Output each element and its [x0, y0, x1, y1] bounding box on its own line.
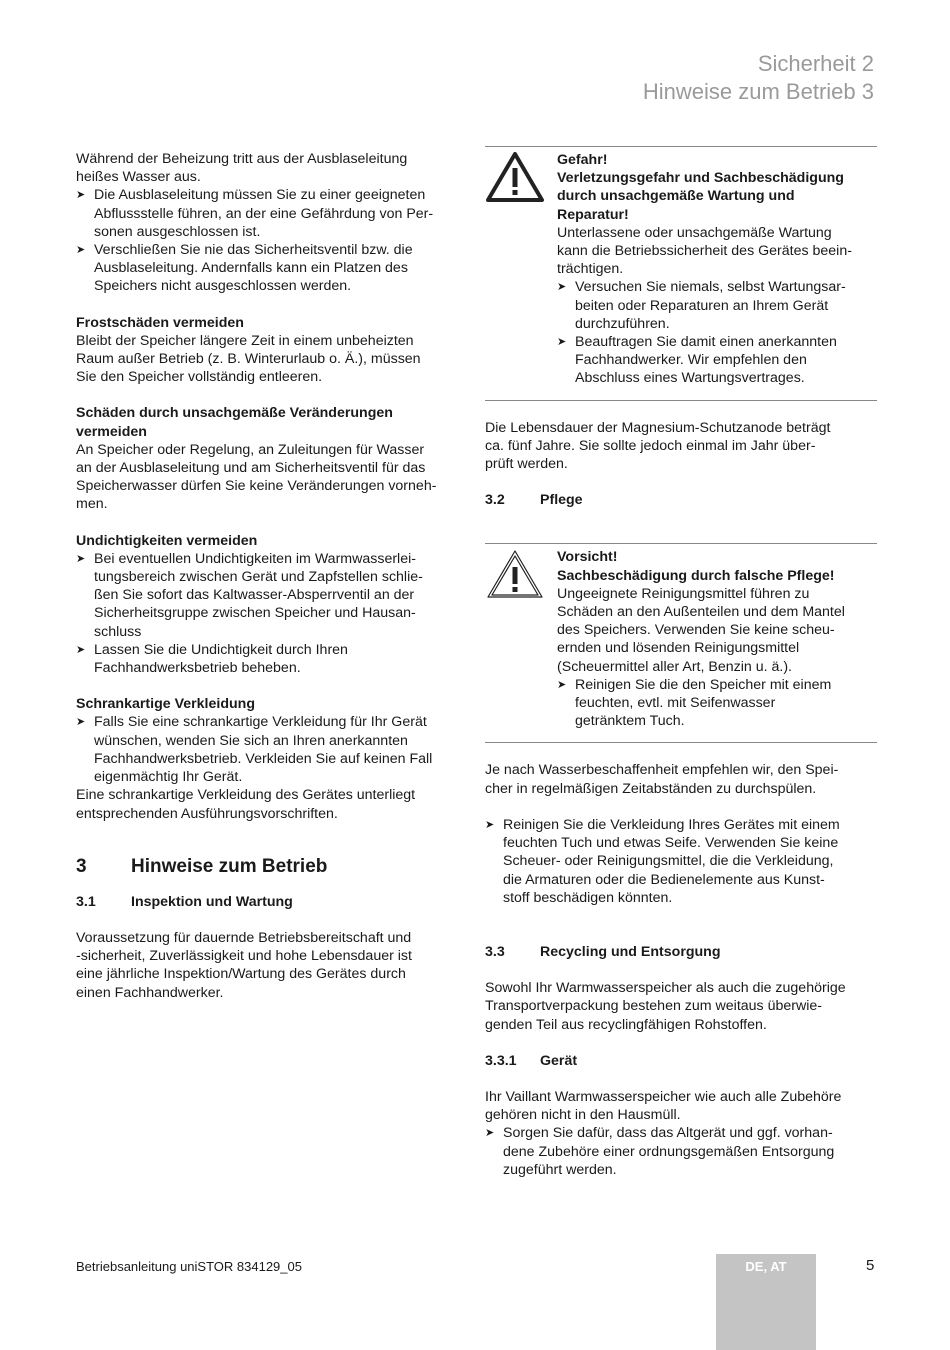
text-line: Reinigen Sie die Verkleidung Ihres Gerätes mit einem — [503, 816, 840, 833]
arrow-bullet-icon: ➤ — [76, 244, 86, 257]
bullet-item — [485, 1124, 877, 1179]
text-line: beiten oder Reparaturen an Ihrem Gerät — [575, 297, 829, 314]
care-bullets — [485, 816, 877, 907]
danger-box — [485, 146, 877, 401]
text-line: sonen ausgeschlossen ist. — [94, 223, 261, 240]
section-title: Gerät — [540, 1052, 578, 1069]
caution-heading — [557, 546, 877, 584]
text-line: an der Ausblaseleitung und am Sicherheitsventil für das — [76, 460, 426, 477]
arrow-bullet-icon: ➤ — [76, 189, 86, 202]
text-line: Speicherwasser dürfen Sie keine Veränderungen vorneh- — [76, 478, 437, 495]
text-line: die Armaturen oder die Bedienelemente aus Kunst- — [503, 871, 825, 888]
frost-heading: Frostschäden vermeiden — [76, 314, 244, 331]
text-line: Eine schrankartige Verkleidung des Gerätes unterliegt — [76, 787, 416, 804]
bullet-item — [557, 333, 877, 388]
section-3-2-heading — [485, 491, 877, 509]
text-line: genden Teil aus recyclingfähigen Rohstoffen. — [485, 1016, 767, 1033]
text-line: zugeführt werden. — [503, 1161, 617, 1178]
arrow-bullet-icon: ➤ — [557, 336, 567, 349]
text-line: wünschen, wenden Sie sich an Ihren anerkannten — [94, 732, 408, 749]
bullet-item — [76, 186, 468, 241]
text-line: (Scheuermittel aller Art, Benzin u. ä.). — [557, 658, 792, 675]
text-line: Je nach Wasserbeschaffenheit empfehlen wir, den Spei- — [485, 762, 839, 779]
text-line: ernden und lösenden Reinigungsmittel — [557, 640, 800, 657]
arrow-bullet-icon: ➤ — [76, 552, 86, 565]
arrow-bullet-icon: ➤ — [557, 281, 567, 294]
cabinet-bullets — [76, 713, 468, 786]
text-line: Voraussetzung für dauernde Betriebsbereitschaft und — [76, 929, 412, 946]
danger-text — [557, 224, 877, 279]
text-line: des Speichers. Verwenden Sie keine scheu- — [557, 622, 835, 639]
changes-heading — [76, 404, 468, 440]
bullet-item — [557, 278, 877, 333]
caution-text — [557, 585, 877, 676]
text-line: feuchten Tuch und etwas Seife. Verwenden Sie keine — [503, 835, 839, 852]
text-line: Sachbeschädigung durch falsche Pflege! — [557, 567, 835, 584]
intro-bullets — [76, 186, 468, 295]
section-3-heading — [76, 855, 468, 879]
left-column — [76, 150, 468, 1002]
text-line: ßen Sie sofort das Kaltwasser-Absperrventil an der — [94, 587, 415, 604]
text-line: getränktem Tuch. — [575, 713, 685, 730]
text-line: durch unsachgemäße Wartung und — [557, 188, 795, 205]
footer-document-title: Betriebsanleitung uniSTOR 834129_05 — [76, 1259, 302, 1274]
arrow-bullet-icon: ➤ — [76, 716, 86, 729]
text-line: Die Ausblaseleitung müssen Sie zu einer geeigneten — [94, 187, 426, 204]
text-line: kann die Betriebssicherheit des Gerätes beein- — [557, 243, 852, 260]
text-line: ca. fünf Jahre. Sie sollte jedoch einmal im Jahr über- — [485, 437, 816, 454]
section-title: Hinweise zum Betrieb — [131, 855, 328, 877]
caution-box — [485, 543, 877, 743]
text-line: Lassen Sie die Undichtigkeit durch Ihren — [94, 641, 348, 658]
text-line: Die Lebensdauer der Magnesium-Schutzanode beträgt — [485, 419, 831, 436]
text-line: Sorgen Sie dafür, dass das Altgerät und ggf. vorhan- — [503, 1125, 833, 1142]
section-3-1-heading — [76, 893, 468, 911]
text-line: tungsbereich zwischen Gerät und Zapfstellen schlie- — [94, 569, 423, 586]
text-line: Reinigen Sie die den Speicher mit einem — [575, 676, 832, 693]
section-number: 3 — [76, 855, 87, 877]
text-line: An Speicher oder Regelung, an Zuleitungen für Wasser — [76, 441, 425, 458]
page-number: 5 — [866, 1257, 875, 1274]
cabinet-text — [76, 786, 468, 822]
text-line: Fachhandwerksbetrieb. Verkleiden Sie auf keinen Fall — [94, 750, 433, 767]
text-line: Falls Sie eine schrankartige Verkleidung für Ihr Gerät — [94, 714, 427, 731]
text-line: einen Fachhandwerker. — [76, 984, 224, 1001]
leak-heading: Undichtigkeiten vermeiden — [76, 532, 258, 549]
bullet-item — [76, 241, 468, 296]
text-line: stoff beschädigen könnten. — [503, 889, 673, 906]
text-line: Speichers nicht ausgeschlossen werden. — [94, 278, 352, 295]
text-line: Bei eventuellen Undichtigkeiten im Warmwasserlei- — [94, 550, 416, 567]
right-column — [485, 146, 877, 1179]
section-title: Pflege — [540, 492, 583, 509]
caution-triangle-icon — [485, 548, 545, 600]
section-3-3-text — [485, 979, 877, 1034]
header-line-1: Sicherheit 2 — [757, 51, 874, 76]
section-3-3-1-text — [485, 1088, 877, 1124]
warning-triangle-icon — [485, 151, 545, 203]
text-line: Fachhandwerksbetrieb beheben. — [94, 660, 301, 677]
arrow-bullet-icon: ➤ — [485, 818, 495, 831]
section-title: Inspektion und Wartung — [131, 893, 293, 910]
caution-bullets — [557, 676, 877, 731]
text-line: schluss — [94, 623, 142, 640]
frost-text — [76, 332, 468, 387]
text-line: dene Zubehöre einer ordnungsgemäßen Entsorgung — [503, 1143, 835, 1160]
bullet-item — [485, 816, 877, 907]
header-line-2: Hinweise zum Betrieb 3 — [642, 79, 874, 104]
arrow-bullet-icon: ➤ — [557, 678, 567, 691]
intro-text — [76, 150, 468, 186]
text-line: Abflussstelle führen, an der eine Gefährdung von Per- — [94, 205, 434, 222]
text-line: Fachhandwerker. Wir empfehlen den — [575, 352, 807, 369]
text-line: Ausblaseleitung. Andernfalls kann ein Platzen des — [94, 260, 408, 277]
text-line: Abschluss eines Wartungsvertrages. — [575, 370, 805, 387]
text-line: feuchten, evtl. mit Seifenwasser — [575, 695, 776, 712]
text-line: durchzuführen. — [575, 315, 670, 332]
danger-heading — [557, 149, 877, 224]
bullet-item — [557, 676, 877, 731]
text-line: Verschließen Sie nie das Sicherheitsventil bzw. die — [94, 242, 413, 259]
text-line: Sie den Speicher vollständig entleeren. — [76, 369, 323, 386]
language-tab: DE, AT — [716, 1254, 816, 1350]
section-number: 3.2 — [485, 492, 505, 509]
section-3-1-text — [76, 929, 468, 1002]
text-line: trächtigen. — [557, 261, 624, 278]
section-number: 3.1 — [76, 893, 96, 910]
bullet-item — [76, 550, 468, 641]
section-title: Recycling und Entsorgung — [540, 943, 721, 960]
text-line: Raum außer Betrieb (z. B. Winterurlaub o. Ä.), müssen — [76, 351, 421, 368]
section-number: 3.3 — [485, 943, 505, 960]
changes-text — [76, 441, 468, 514]
arrow-bullet-icon: ➤ — [76, 643, 86, 656]
text-line: eigenmächtig Ihr Gerät. — [94, 769, 243, 786]
cabinet-heading: Schrankartige Verkleidung — [76, 696, 255, 713]
text-line: Sicherheitsgruppe zwischen Speicher und Hausan- — [94, 605, 416, 622]
text-line: eine jährliche Inspektion/Wartung des Gerätes durch — [76, 966, 406, 983]
section-3-3-1-heading — [485, 1052, 877, 1070]
text-line: Gefahr! — [557, 152, 608, 168]
text-line: Transportverpackung bestehen zum weitaus überwie- — [485, 998, 822, 1015]
text-line: heißes Wasser aus. — [76, 169, 201, 186]
bullet-item — [76, 641, 468, 677]
anode-text — [485, 419, 877, 474]
text-line: Versuchen Sie niemals, selbst Wartungsar- — [575, 279, 846, 296]
text-line: Unterlassene oder unsachgemäße Wartung — [557, 224, 832, 241]
leak-bullets — [76, 550, 468, 677]
bullet-item — [76, 713, 468, 786]
text-line: -sicherheit, Zuverlässigkeit und hohe Lebensdauer ist — [76, 948, 412, 965]
text-line: Ihr Vaillant Warmwasserspeicher wie auch alle Zubehöre — [485, 1088, 842, 1105]
text-line: Vorsicht! — [557, 549, 618, 566]
text-line: Scheuer- oder Reinigungsmittel, die die Verkleidung, — [503, 853, 834, 870]
text-line: Beauftragen Sie damit einen anerkannten — [575, 334, 837, 351]
text-line: gehören nicht in den Hausmüll. — [485, 1107, 681, 1124]
text-line: men. — [76, 496, 108, 513]
arrow-bullet-icon: ➤ — [485, 1127, 495, 1140]
text-line: Reparatur! — [557, 206, 629, 223]
text-line: Ungeeignete Reinigungsmittel führen zu — [557, 585, 810, 602]
text-line: vermeiden — [76, 423, 147, 440]
section-number: 3.3.1 — [485, 1052, 517, 1069]
text-line: prüft werden. — [485, 456, 568, 473]
text-line: Während der Beheizung tritt aus der Ausblaseleitung — [76, 151, 408, 167]
text-line: Schäden an den Außenteilen und dem Mantel — [557, 604, 845, 621]
text-line: cher in regelmäßigen Zeitabständen zu durchspülen. — [485, 780, 817, 797]
care-text — [485, 761, 877, 797]
text-line: Bleibt der Speicher längere Zeit in einem unbeheizten — [76, 332, 414, 349]
text-line: Verletzungsgefahr und Sachbeschädigung — [557, 170, 844, 187]
running-header — [643, 50, 874, 106]
text-line: Sowohl Ihr Warmwasserspeicher als auch die zugehörige — [485, 980, 846, 997]
section-3-3-1-bullets — [485, 1124, 877, 1179]
section-3-3-heading — [485, 943, 877, 961]
danger-bullets — [557, 278, 877, 387]
text-line: Schäden durch unsachgemäße Veränderungen — [76, 405, 393, 422]
text-line: entsprechenden Ausführungsvorschriften. — [76, 805, 338, 822]
